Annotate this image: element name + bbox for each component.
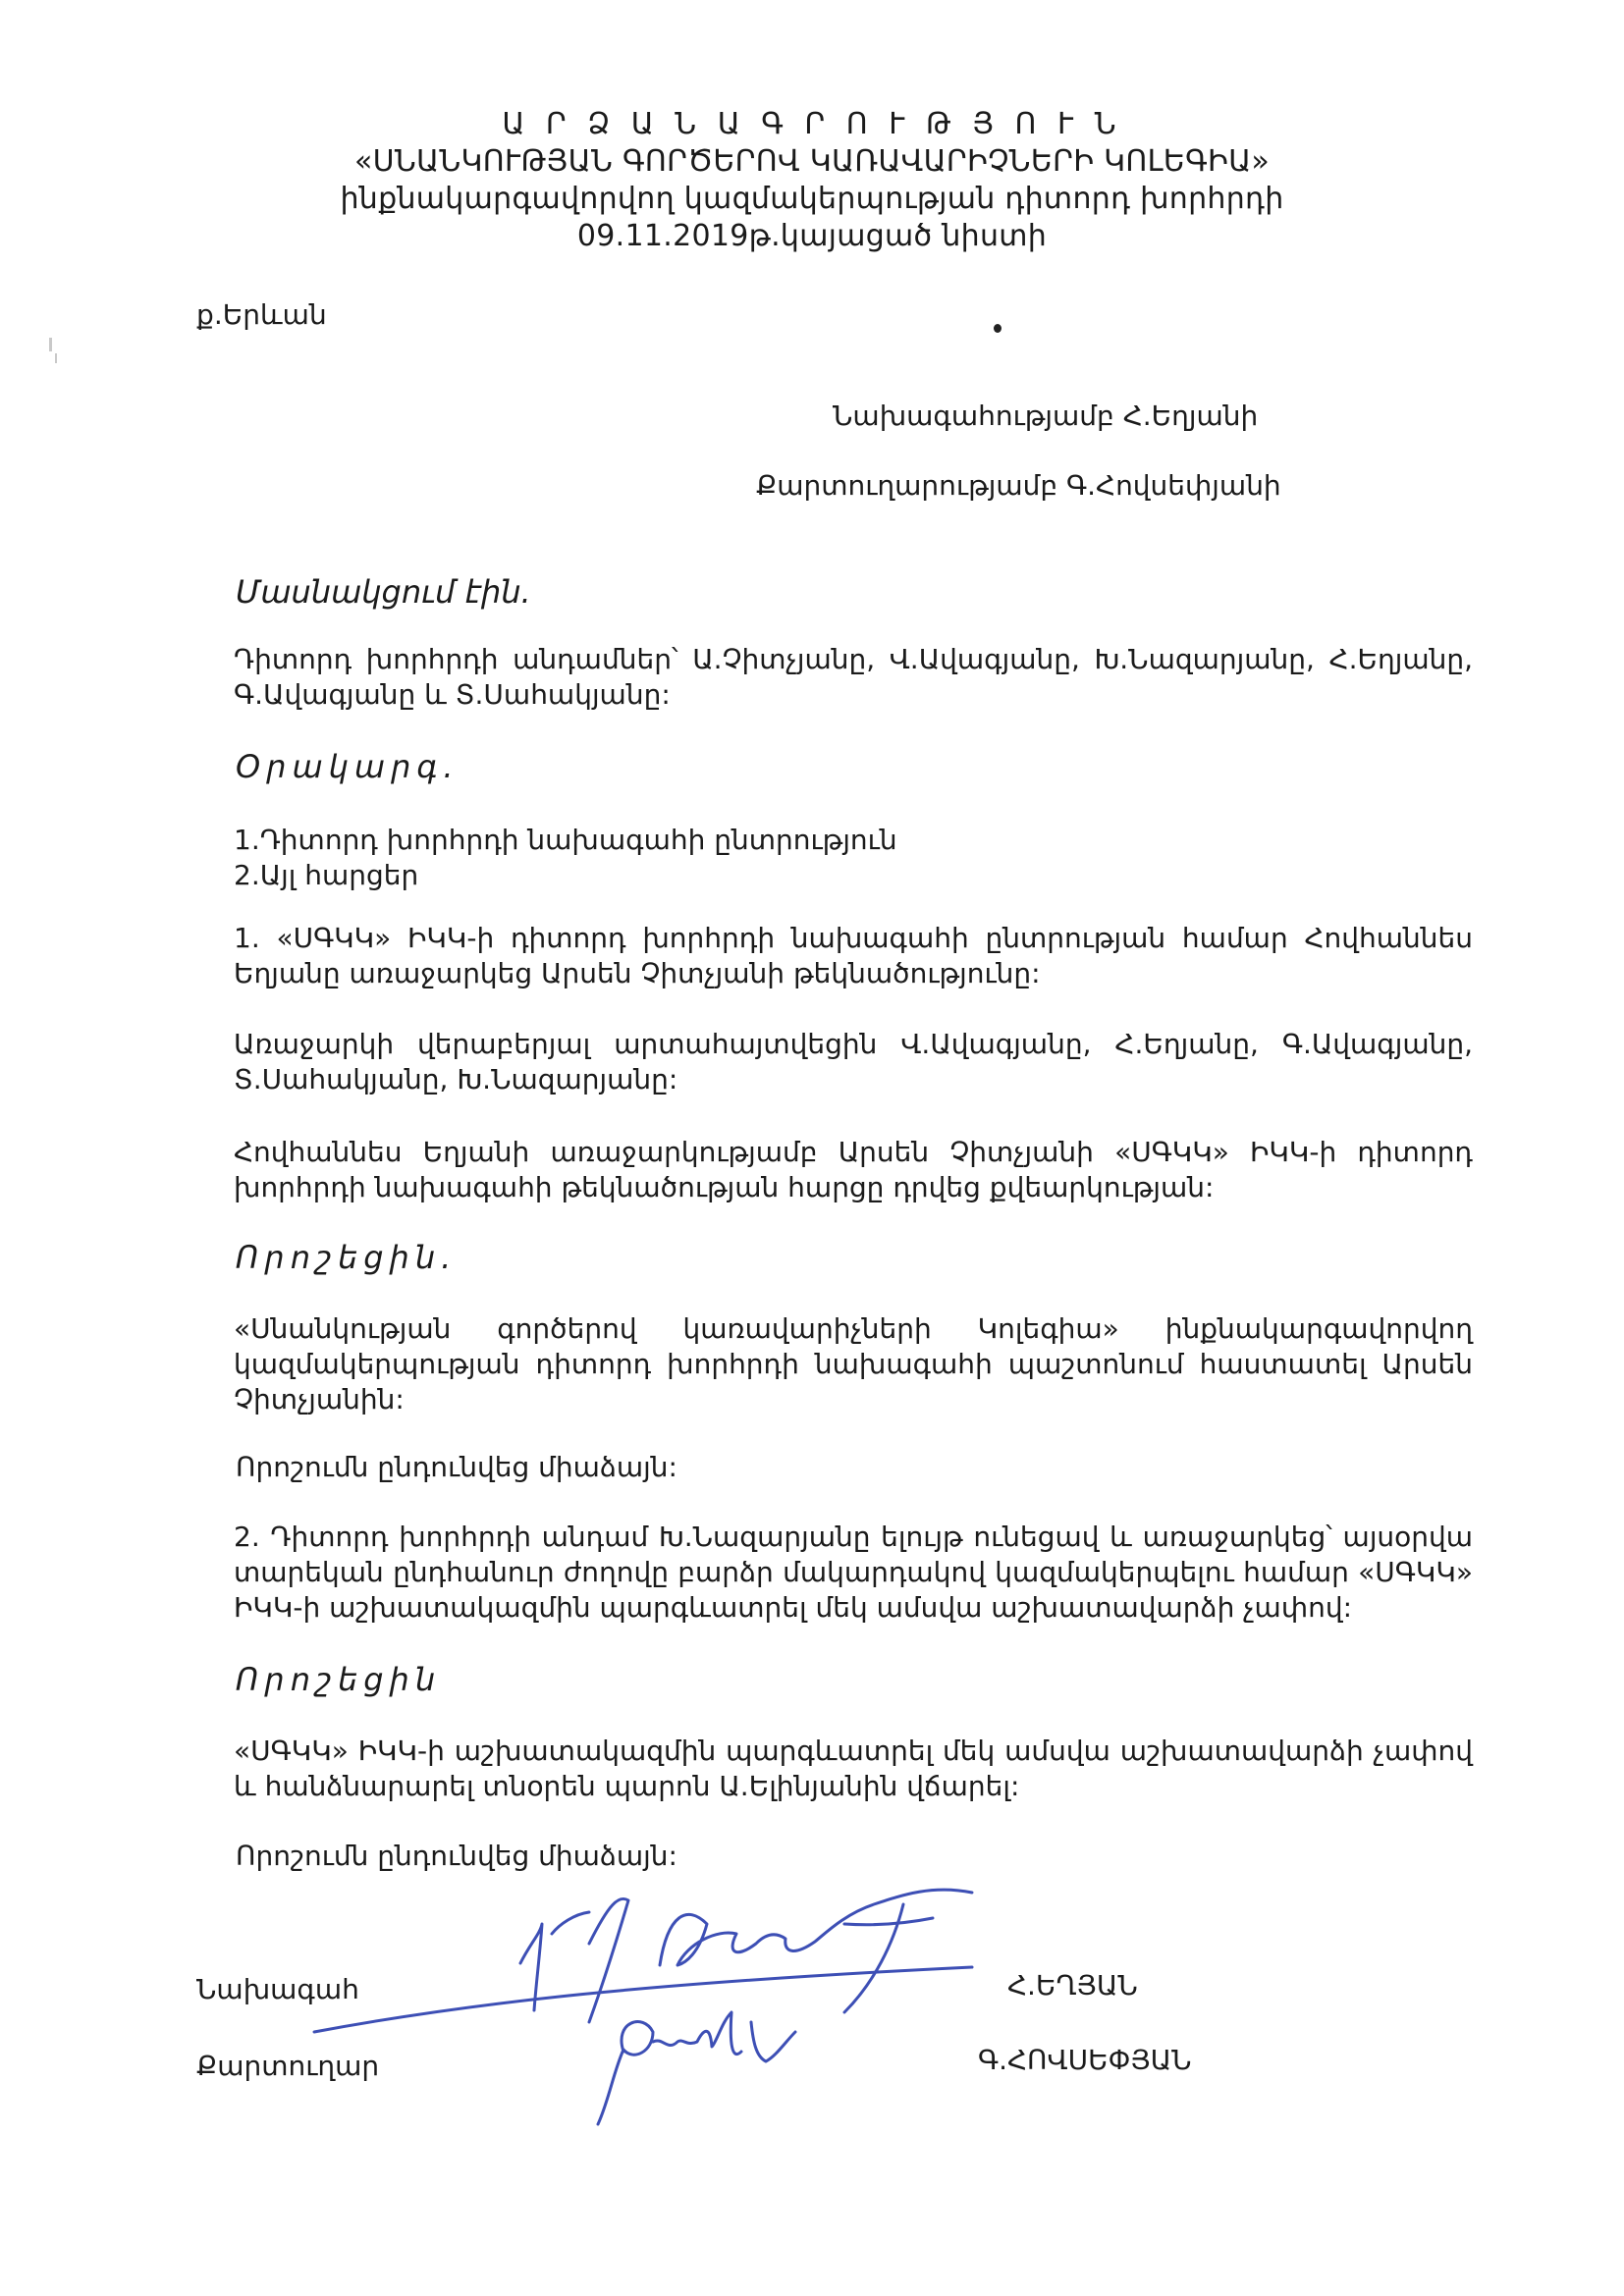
agenda-item: 2.Այլ հարցեր xyxy=(234,859,419,891)
secretary-signature-label: Քարտուղար xyxy=(196,2050,380,2082)
decided2-text: «ՍԳԿԿ» ԻԿԿ-ի աշխատակազմին պարգևատրել մեկ ամսվա աշխատավարձի չափով և հանձնարարել տնօրեն պարոն Ա.Ելինյանին վճարել: xyxy=(234,1735,1473,1802)
item1-discussion: Առաջարկի վերաբերյալ արտահայտվեցին Վ.Ավագյանը, Հ.Եղյանը, Գ.Ավագյանը, Տ.Սահակյանը, Խ.Նազարյանը: xyxy=(234,1028,1473,1095)
document-header xyxy=(0,106,1624,255)
agenda-list xyxy=(234,823,897,893)
item2-paragraph: 2. Դիտորդ խորհրդի անդամ Խ.Նազարյանը ելույթ ունեցավ և առաջարկեց՝ այսօրվա տարեկան ընդհանուր ժողովը բարձր մակարդակով կազմակերպելու համար «ՍԳԿԿ» ԻԿԿ-ի աշխատակազմին պարգևատրել մեկ ամսվա աշխատավարձի չափով: xyxy=(234,1521,1473,1624)
item1-paragraph: 1. «ՍԳԿԿ» ԻԿԿ-ի դիտորդ խորհրդի նախագահի ընտրության համար Հովհաննես Եղյանը առաջարկեց Արսեն Չիտչյանի թեկնածությունը: xyxy=(234,922,1473,989)
secretary-printed-name: Գ.ՀՈՎՍԵՓՅԱՆ xyxy=(978,2044,1192,2076)
scan-speck xyxy=(994,324,1001,333)
decided1-heading: Որոշեցին. xyxy=(236,1239,458,1276)
decided2-heading: Որոշեցին xyxy=(236,1661,442,1698)
meeting-date: 09.11.2019թ.կայացած նիստի xyxy=(576,219,1048,253)
city: ք.Երևան xyxy=(196,298,327,331)
agenda-heading: Օրակարգ. xyxy=(236,748,460,785)
secretary-handwritten-signature xyxy=(584,2002,820,2130)
scan-speck xyxy=(55,353,57,363)
decided1-text: «Սնանկության գործերով կառավարիչների Կոլեգիա» ինքնակարգավորվող կազմակերպության դիտորդ խորհրդի նախագահի պաշտոնում հաստատել Արսեն Չիտչյանին: xyxy=(234,1312,1473,1415)
attended-heading: Մասնակցում էին. xyxy=(236,573,531,611)
item1-vote: Հովհաննես Եղյանի առաջարկությամբ Արսեն Չիտչյանի «ՍԳԿԿ» ԻԿԿ-ի դիտորդ խորհրդի նախագահի թեկնածության հարցը դրվեց քվեարկության: xyxy=(234,1136,1473,1203)
chair-line: Նախագահությամբ Հ.Եղյանի xyxy=(833,400,1259,432)
attended-text: Դիտորդ խորհրդի անդամներ՝ Ա.Չիտչյանը, Վ.Ավագյանը, Խ.Նազարյանը, Հ.Եղյանը, Գ.Ավագյանը և Տ.Սահակյանը: xyxy=(234,643,1473,711)
chair-signature-label: Նախագահ xyxy=(196,1973,359,2005)
unanimous2: Որոշումն ընդունվեց միաձայն: xyxy=(236,1840,677,1872)
organization-name: «ՍՆԱՆԿՈՒԹՅԱՆ ԳՈՐԾԵՐՈՎ ԿԱՌԱՎԱՐԻՉՆԵՐԻ ԿՈԼԵԳԻԱ» xyxy=(353,144,1271,179)
unanimous1: Որոշումն ընդունվեց միաձայն: xyxy=(236,1451,677,1483)
chair-printed-name: Հ.ԵՂՅԱՆ xyxy=(1007,1969,1138,2002)
title: Ա Ր Ձ Ա Ն Ա Գ Ր Ո Ւ Թ Յ Ո Ւ Ն xyxy=(502,107,1122,141)
scan-speck xyxy=(49,338,52,351)
header-subtitle: ինքնակարգավորվող կազմակերպության դիտորդ խորհրդի xyxy=(340,182,1284,216)
secretary-line: Քարտուղարությամբ Գ.Հովսեփյանի xyxy=(756,469,1281,502)
agenda-item: 1.Դիտորդ խորհրդի նախագահի ընտրություն xyxy=(234,824,897,856)
